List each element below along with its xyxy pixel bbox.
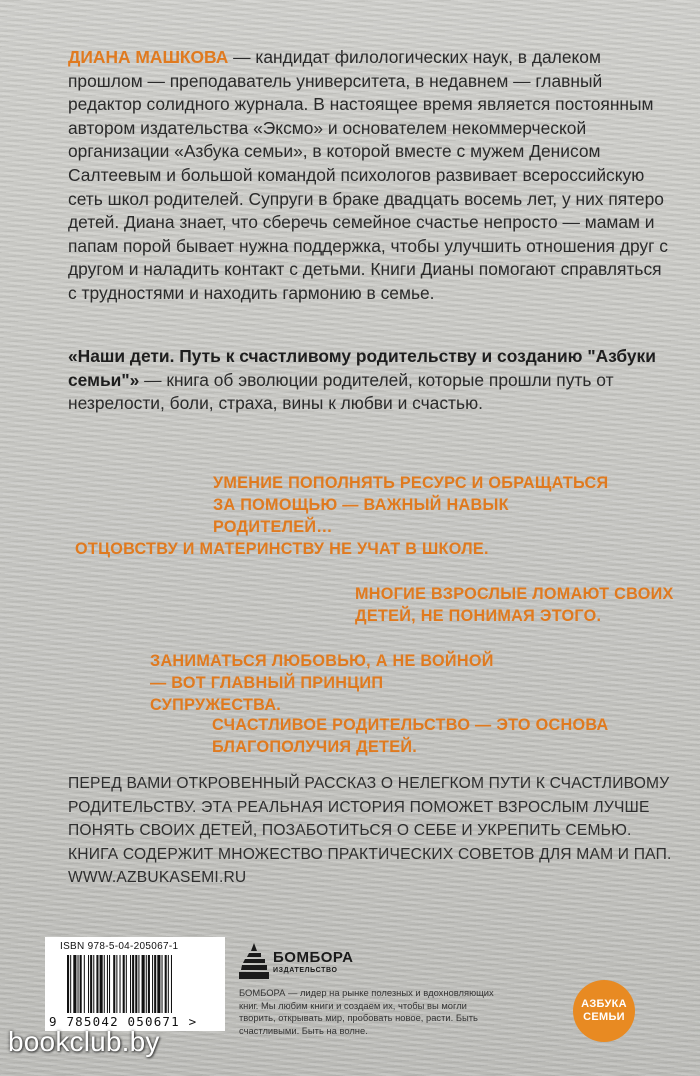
barcode-number: 9 785042 050671 > (49, 1014, 198, 1029)
azbuka-semi-badge (573, 980, 635, 1042)
publisher-subtitle: ИЗДАТЕЛЬСТВО (273, 967, 338, 974)
quote-1: УМЕНИЕ ПОПОЛНЯТЬ РЕСУРС И ОБРАЩАТЬСЯ ЗА ПОМОЩЬЮ — ВАЖНЫЙ НАВЫК РОДИТЕЛЕЙ… (213, 474, 609, 536)
site-watermark: bookclub.by (8, 1026, 160, 1057)
quote-4: ЗАНИМАТЬСЯ ЛЮБОВЬЮ, А НЕ ВОЙНОЙ — ВОТ ГЛАВНЫЙ ПРИНЦИП СУПРУЖЕСТВА. (150, 652, 494, 714)
barcode-icon (67, 955, 217, 1015)
bombora-logo-icon (239, 943, 269, 981)
author-bio-text: — кандидат филологических наук, в далеком прошлом — преподаватель университета, в недавнем — главный редактор солидного журнала. В настоящее время является постоянным автором издательства «Эксмо» и основателем некоммерческой организации «Азбука семьи», в которой вместе с мужем Денисом Салтеевым и большой командой психологов развивает всероссийскую сеть школ родителей. Супруги в браке двадцать восемь лет, у них пятеро детей. Диана знает, что сберечь семейное счастье непросто — мамам и папам порой бывает нужна поддержка, чтобы улучшить отношения друг с другом и наладить контакт с детьми. Книги Дианы помогают справляться с трудностями и находить гармонию в семье. (68, 47, 668, 303)
publisher-description: БОМБОРА — лидер на рынке полезных и вдохновляющих книг. Мы любим книги и создаем их, чтобы вы могли творить, открывать мир, пробовать новое, расти. Быть счастливыми. Быть на волне. (239, 987, 494, 1036)
badge-line-1: АЗБУКА (581, 998, 627, 1010)
website-link[interactable]: WWW.AZBUKASEMI.RU (68, 869, 247, 887)
author-bio (68, 46, 668, 306)
barcode-panel (45, 937, 225, 1031)
quote-3: МНОГИЕ ВЗРОСЛЫЕ ЛОМАЮТ СВОИХ ДЕТЕЙ, НЕ ПОНИМАЯ ЭТОГО. (355, 585, 674, 625)
quote-5: СЧАСТЛИВОЕ РОДИТЕЛЬСТВО — ЭТО ОСНОВА БЛАГОПОЛУЧИЯ ДЕТЕЙ. (212, 716, 609, 756)
summary-text: ПЕРЕД ВАМИ ОТКРОВЕННЫЙ РАССКАЗ О НЕЛЕГКОМ ПУТИ К СЧАСТЛИВОМУ РОДИТЕЛЬСТВУ. ЭТА РЕАЛЬНАЯ ИСТОРИЯ ПОМОЖЕТ ВЗРОСЛЫМ ЛУЧШЕ ПОНЯТЬ СВОИХ ДЕТЕЙ, ПОЗАБОТИТЬСЯ О СЕБЕ И УКРЕПИТЬ СЕМЬЮ. КНИГА СОДЕРЖИТ МНОЖЕСТВО ПРАКТИЧЕСКИХ СОВЕТОВ ДЛЯ МАМ И ПАП. (68, 775, 672, 863)
book-title: «Наши дети. Путь к счастливому родительству и созданию "Азбуки семьи"» (68, 346, 656, 390)
badge-line-2: СЕМЬИ (583, 1011, 625, 1023)
book-description (68, 345, 668, 416)
author-name: ДИАНА МАШКОВА (68, 47, 229, 67)
quote-2: ОТЦОВСТВУ И МАТЕРИНСТВУ НЕ УЧАТ В ШКОЛЕ. (75, 540, 489, 558)
publisher-name: БОМБОРА (273, 949, 354, 966)
isbn-label: ISBN 978-5-04-205067-1 (60, 941, 179, 952)
book-summary (68, 772, 678, 890)
book-description-text: — книга об эволюции родителей, которые прошли путь от незрелости, боли, страха, вины к любви и счастью. (68, 369, 614, 414)
